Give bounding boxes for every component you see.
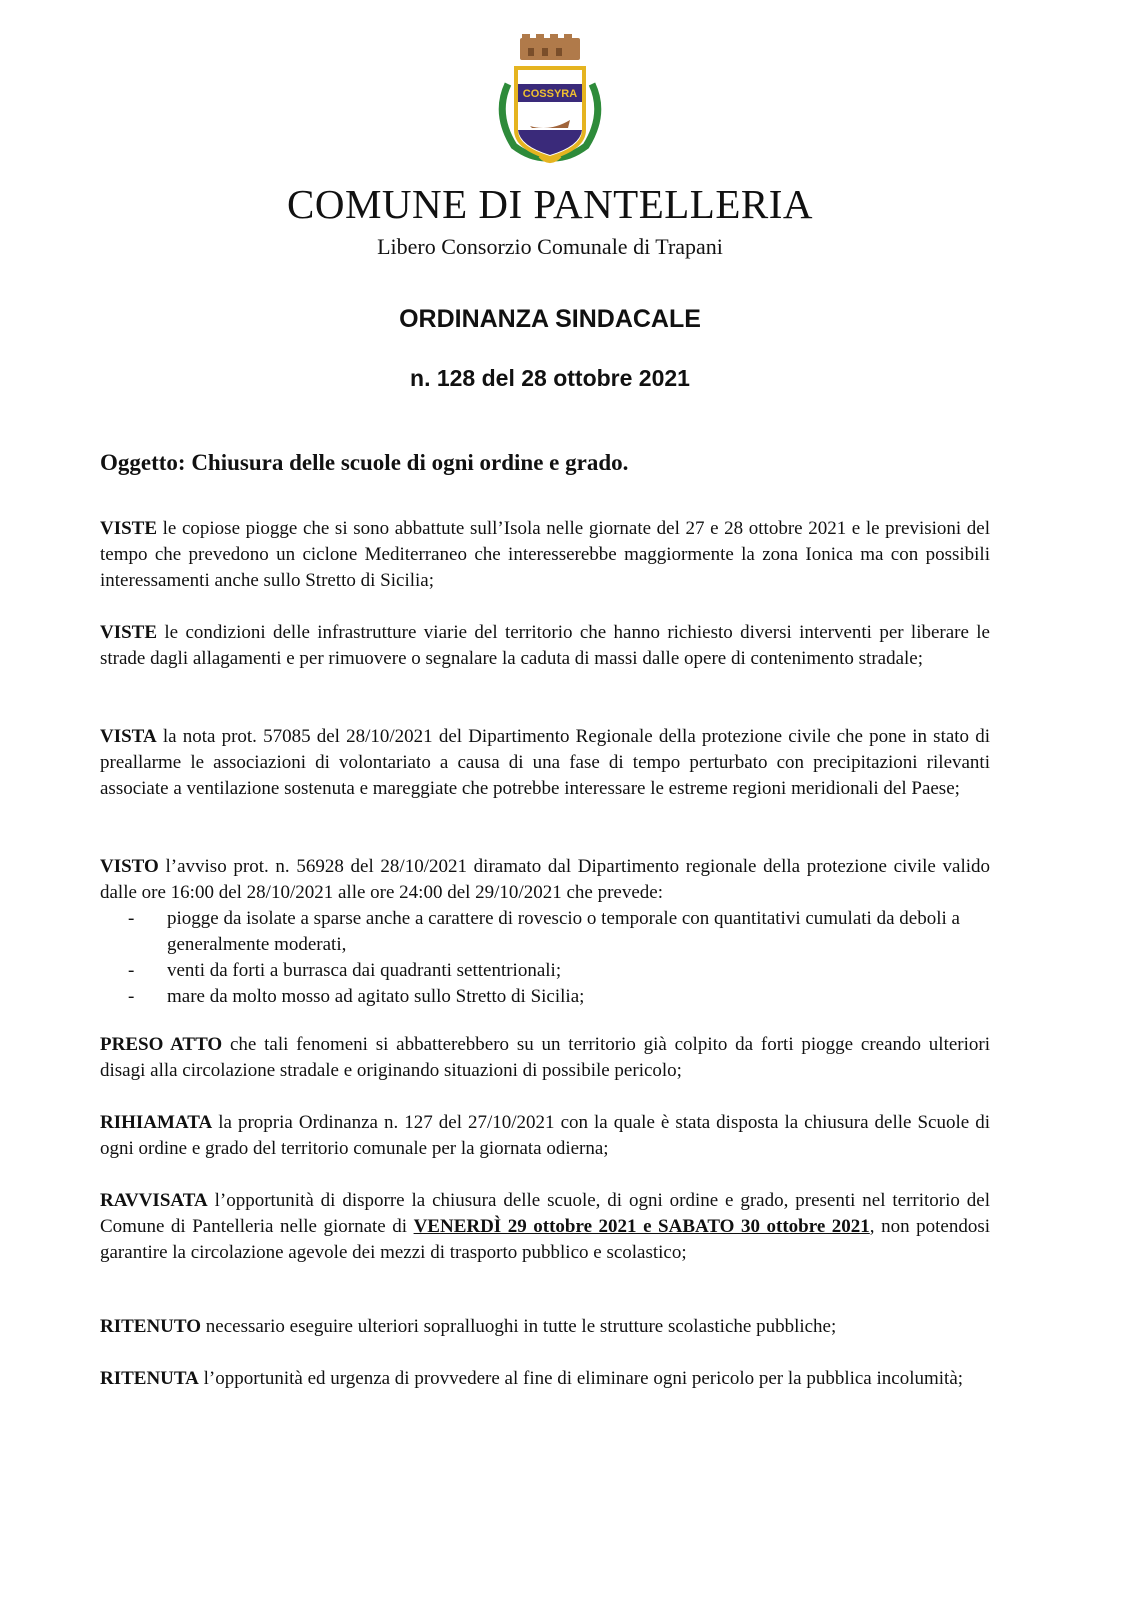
paragraph: [100, 1032, 990, 1084]
paragraph-lead: VISTE: [100, 622, 158, 643]
forecast-list: [100, 906, 990, 1010]
paragraph-text: la nota prot. 57085 del 28/10/2021 del Dipartimento Regionale della protezione civile che pone in stato di preallarme le associazioni di volontariato a causa di una fase di tempo perturbato con precipitazioni rilevanti associate a ventilazione sostenuta e mareggiate che potrebbe interessare le estreme regioni meridionali del Paese;: [100, 726, 990, 799]
list-item: - venti da forti a burrasca dai quadranti settentrionali;: [100, 958, 990, 984]
paragraph-text: che tali fenomeni si abbatterebbero su un territorio già colpito da forti piogge creando ulteriori disagi alla circolazione stradale e originando situazioni di possibile pericolo;: [100, 1034, 991, 1081]
paragraph: [100, 1314, 990, 1340]
municipality-title: COMUNE DI PANTELLERIA: [286, 181, 814, 227]
paragraph-text: l’opportunità ed urgenza di provvedere al fine di eliminare ogni pericolo per la pubblica incolumità;: [198, 1368, 964, 1389]
list-item: - piogge da isolate a sparse anche a carattere di rovescio o temporale con quantitativi cumulati da deboli a generalmente moderati,: [100, 906, 990, 958]
paragraph-lead: RIHIAMATA: [100, 1112, 213, 1133]
paragraph: [100, 1366, 990, 1392]
paragraph-lead: RITENUTA: [100, 1368, 199, 1389]
paragraph-text: la propria Ordinanza n. 127 del 27/10/2021 con la quale è stata disposta la chiusura delle Scuole di ogni ordine e grado del territorio comunale per la giornata odierna;: [100, 1112, 990, 1159]
paragraph: [100, 724, 990, 802]
ordinance-title: ORDINANZA SINDACALE: [399, 305, 701, 333]
municipality-subtitle: Libero Consorzio Comunale di Trapani: [377, 234, 723, 259]
paragraph: [100, 1188, 990, 1266]
paragraph-text: l’opportunità di disporre la chiusura delle scuole, di ogni ordine e grado, presenti nel territorio del Comune di Pantelleria nelle giornate di: [100, 1190, 990, 1237]
paragraph-lead: VISTE: [100, 518, 158, 539]
paragraph-lead: PRESO ATTO: [100, 1034, 223, 1055]
coat-of-arms-icon: [490, 34, 610, 168]
paragraph: [100, 516, 990, 594]
paragraph-lead: RITENUTO: [100, 1316, 202, 1337]
logo-motto: COSSYRA: [522, 88, 578, 100]
paragraph: [100, 620, 990, 672]
closure-dates: VENERDÌ 29 ottobre 2021 e SABATO 30 ottobre 2021: [413, 1216, 870, 1237]
paragraph-lead: RAVVISATA: [100, 1190, 208, 1211]
subject-line: Oggetto: Chiusura delle scuole di ogni ordine e grado.: [100, 450, 629, 475]
paragraph: [100, 854, 990, 1010]
paragraph-lead: VISTO: [100, 856, 159, 877]
paragraph-text: le copiose piogge che si sono abbattute sull’Isola nelle giornate del 27 e 28 ottobre 2021 e le previsioni del tempo che prevedono un ciclone Mediterraneo che interesserebbe maggiormente la zona Ionica ma con possibili interessamenti anche sullo Stretto di Sicilia;: [100, 518, 990, 591]
paragraph-text: l’avviso prot. n. 56928 del 28/10/2021 diramato dal Dipartimento regionale della protezione civile valido dalle ore 16:00 del 28/10/2021 alle ore 24:00 del 29/10/2021 che prevede:: [100, 856, 990, 903]
paragraph-text: necessario eseguire ulteriori sopralluoghi in tutte le strutture scolastiche pubbliche;: [201, 1316, 837, 1337]
list-item: - mare da molto mosso ad agitato sullo Stretto di Sicilia;: [100, 984, 990, 1010]
paragraph-text-after: , non potendosi garantire la circolazione agevole dei mezzi di trasporto pubblico e scolastico;: [100, 1216, 991, 1263]
paragraph-lead: VISTA: [100, 726, 157, 747]
paragraph: [100, 1110, 990, 1162]
paragraph-text: le condizioni delle infrastrutture viarie del territorio che hanno richiesto diversi interventi per liberare le strade dagli allagamenti e per rimuovere o segnalare la caduta di massi dalle opere di contenimento stradale;: [100, 622, 990, 669]
ordinance-number: n. 128 del 28 ottobre 2021: [410, 365, 690, 391]
